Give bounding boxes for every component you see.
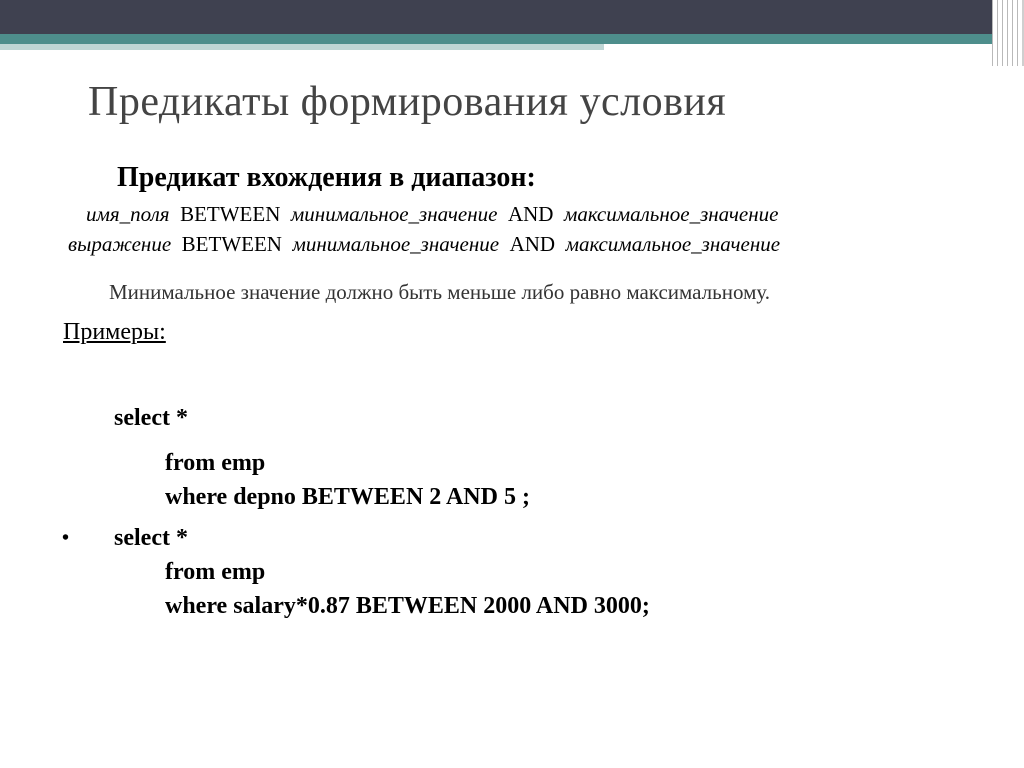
syntax-arg-max-value: максимальное_значение [565, 232, 781, 256]
examples-label: Примеры: [63, 319, 166, 345]
syntax-keyword-between: BETWEEN [180, 202, 281, 226]
syntax-keyword-and: AND [507, 202, 554, 226]
example1-from-line: from emp [165, 450, 266, 476]
slide-subheading: Предикат вхождения в диапазон: [117, 162, 536, 193]
syntax-arg-min-value: минимальное_значение [292, 232, 500, 256]
syntax-keyword-between: BETWEEN [181, 232, 282, 256]
example2-bullet: • [62, 527, 70, 549]
header-bar-dark [0, 0, 1024, 34]
example2-select-line: select * [114, 525, 188, 551]
header-bar-teal [0, 34, 1024, 44]
example2-where-line: where salary*0.87 BETWEEN 2000 AND 3000; [165, 593, 650, 619]
example2-from-line: from emp [165, 559, 266, 585]
range-note: Минимальное значение должно быть меньше либо равно максимальному. [109, 280, 771, 304]
syntax-line-field [86, 202, 778, 227]
example1-select-line: select * [114, 405, 188, 431]
corner-stripes-decoration [992, 0, 1024, 66]
syntax-arg-min-value: минимальное_значение [290, 202, 498, 226]
syntax-line-expression [68, 232, 780, 257]
syntax-arg-field-name: имя_поля [86, 202, 170, 226]
syntax-arg-expression: выражение [68, 232, 172, 256]
syntax-keyword-and: AND [509, 232, 556, 256]
slide-title: Предикаты формирования условия [88, 79, 727, 125]
example1-where-line: where depno BETWEEN 2 AND 5 ; [165, 484, 530, 510]
header-bar-light [0, 44, 604, 50]
syntax-arg-max-value: максимальное_значение [563, 202, 779, 226]
